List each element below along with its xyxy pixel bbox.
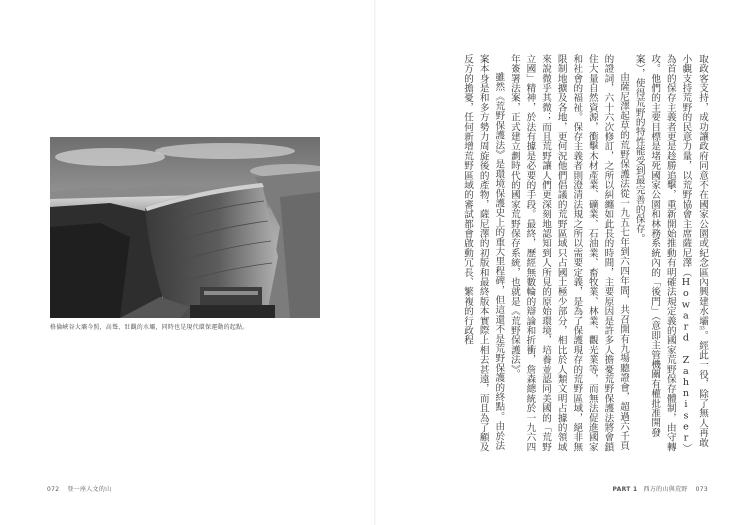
body-paragraph-1: 取政客支持，成功讓政府同意不在國家公園或紀念區內興建水壩33。經此一役，除了無人再敢小覷支持荒野的民意力量，以荒野協會主席薩尼澤（Howard Zahniser）為首的保存主義者更是趁勝追擊，重新開始推動有明確法規定義的國家荒野保存體制，由守轉攻。他們的主要目標是堵死國家公園和林務系統內的「後門」（意即主管機關有權批准開發案），使得荒野的特性能受到最完善的保存。 xyxy=(633,54,708,452)
right-running-head: 西方的山與荒野 xyxy=(643,486,688,493)
right-page-number: 073 xyxy=(695,486,708,493)
glen-canyon-dam-photo xyxy=(50,137,320,318)
right-page-footer xyxy=(613,484,708,493)
part-label: PART 1 xyxy=(612,486,638,493)
body-paragraph-3: 雖然《荒野保護法》是環境保護史上的重大里程碑，但這還不是荒野保護的終點。由於法案本身是和多方勢力周旋後的產物，薩尼澤的初版和最終版本實際上相去甚遠，而且為了顧及反方的擔憂，任何新增荒野區域的審試都會啟動冗長、繁複的行政程 xyxy=(462,54,505,452)
right-page-body-text xyxy=(384,54,710,452)
photo-caption: 格倫峽谷大壩今照，高聳、壯觀的水壩，同時也是現代環保運動的起點。 xyxy=(50,324,249,331)
left-page-footer xyxy=(47,484,111,493)
left-running-head: 登一座人文的山 xyxy=(67,486,112,493)
book-gutter xyxy=(374,0,376,525)
footnote-reference: 33 xyxy=(699,325,705,331)
body-paragraph-2: 由薩尼澤起草的荒野保護法從一九五七年到六四年間，共召開有九場聽證會，超過六千頁的證詞，六十六次修訂，之所以糾纏如此長的時間，主要原因是許多人擔憂荒野保護法將會鎖住大量自然資源，衝擊木材產業、礦業、石油業、畜牧業、林業、觀光業等，而無法促進國家和社會的福祉。保存主義者則澄清法規之所以需要定義，是為了保護現存的荒野區域，絕非無限制地擴及各地，更何況他們倡議的荒野區域只占國土極少部分，相比於人類文明占據的領域來說微乎其微；而且荒野讓人們更深刻地認知到人所見的原始環境，培養並認同美國的「荒野立國」精神，於法有據是必要的手段。最終，歷經無數輪的辯論和折衝，詹森總統於一九六四年簽署法案，正式建立劃時代的國家荒野保存系統，也就是《荒野保護法》。 xyxy=(508,54,630,452)
left-page-number: 072 xyxy=(47,486,60,493)
